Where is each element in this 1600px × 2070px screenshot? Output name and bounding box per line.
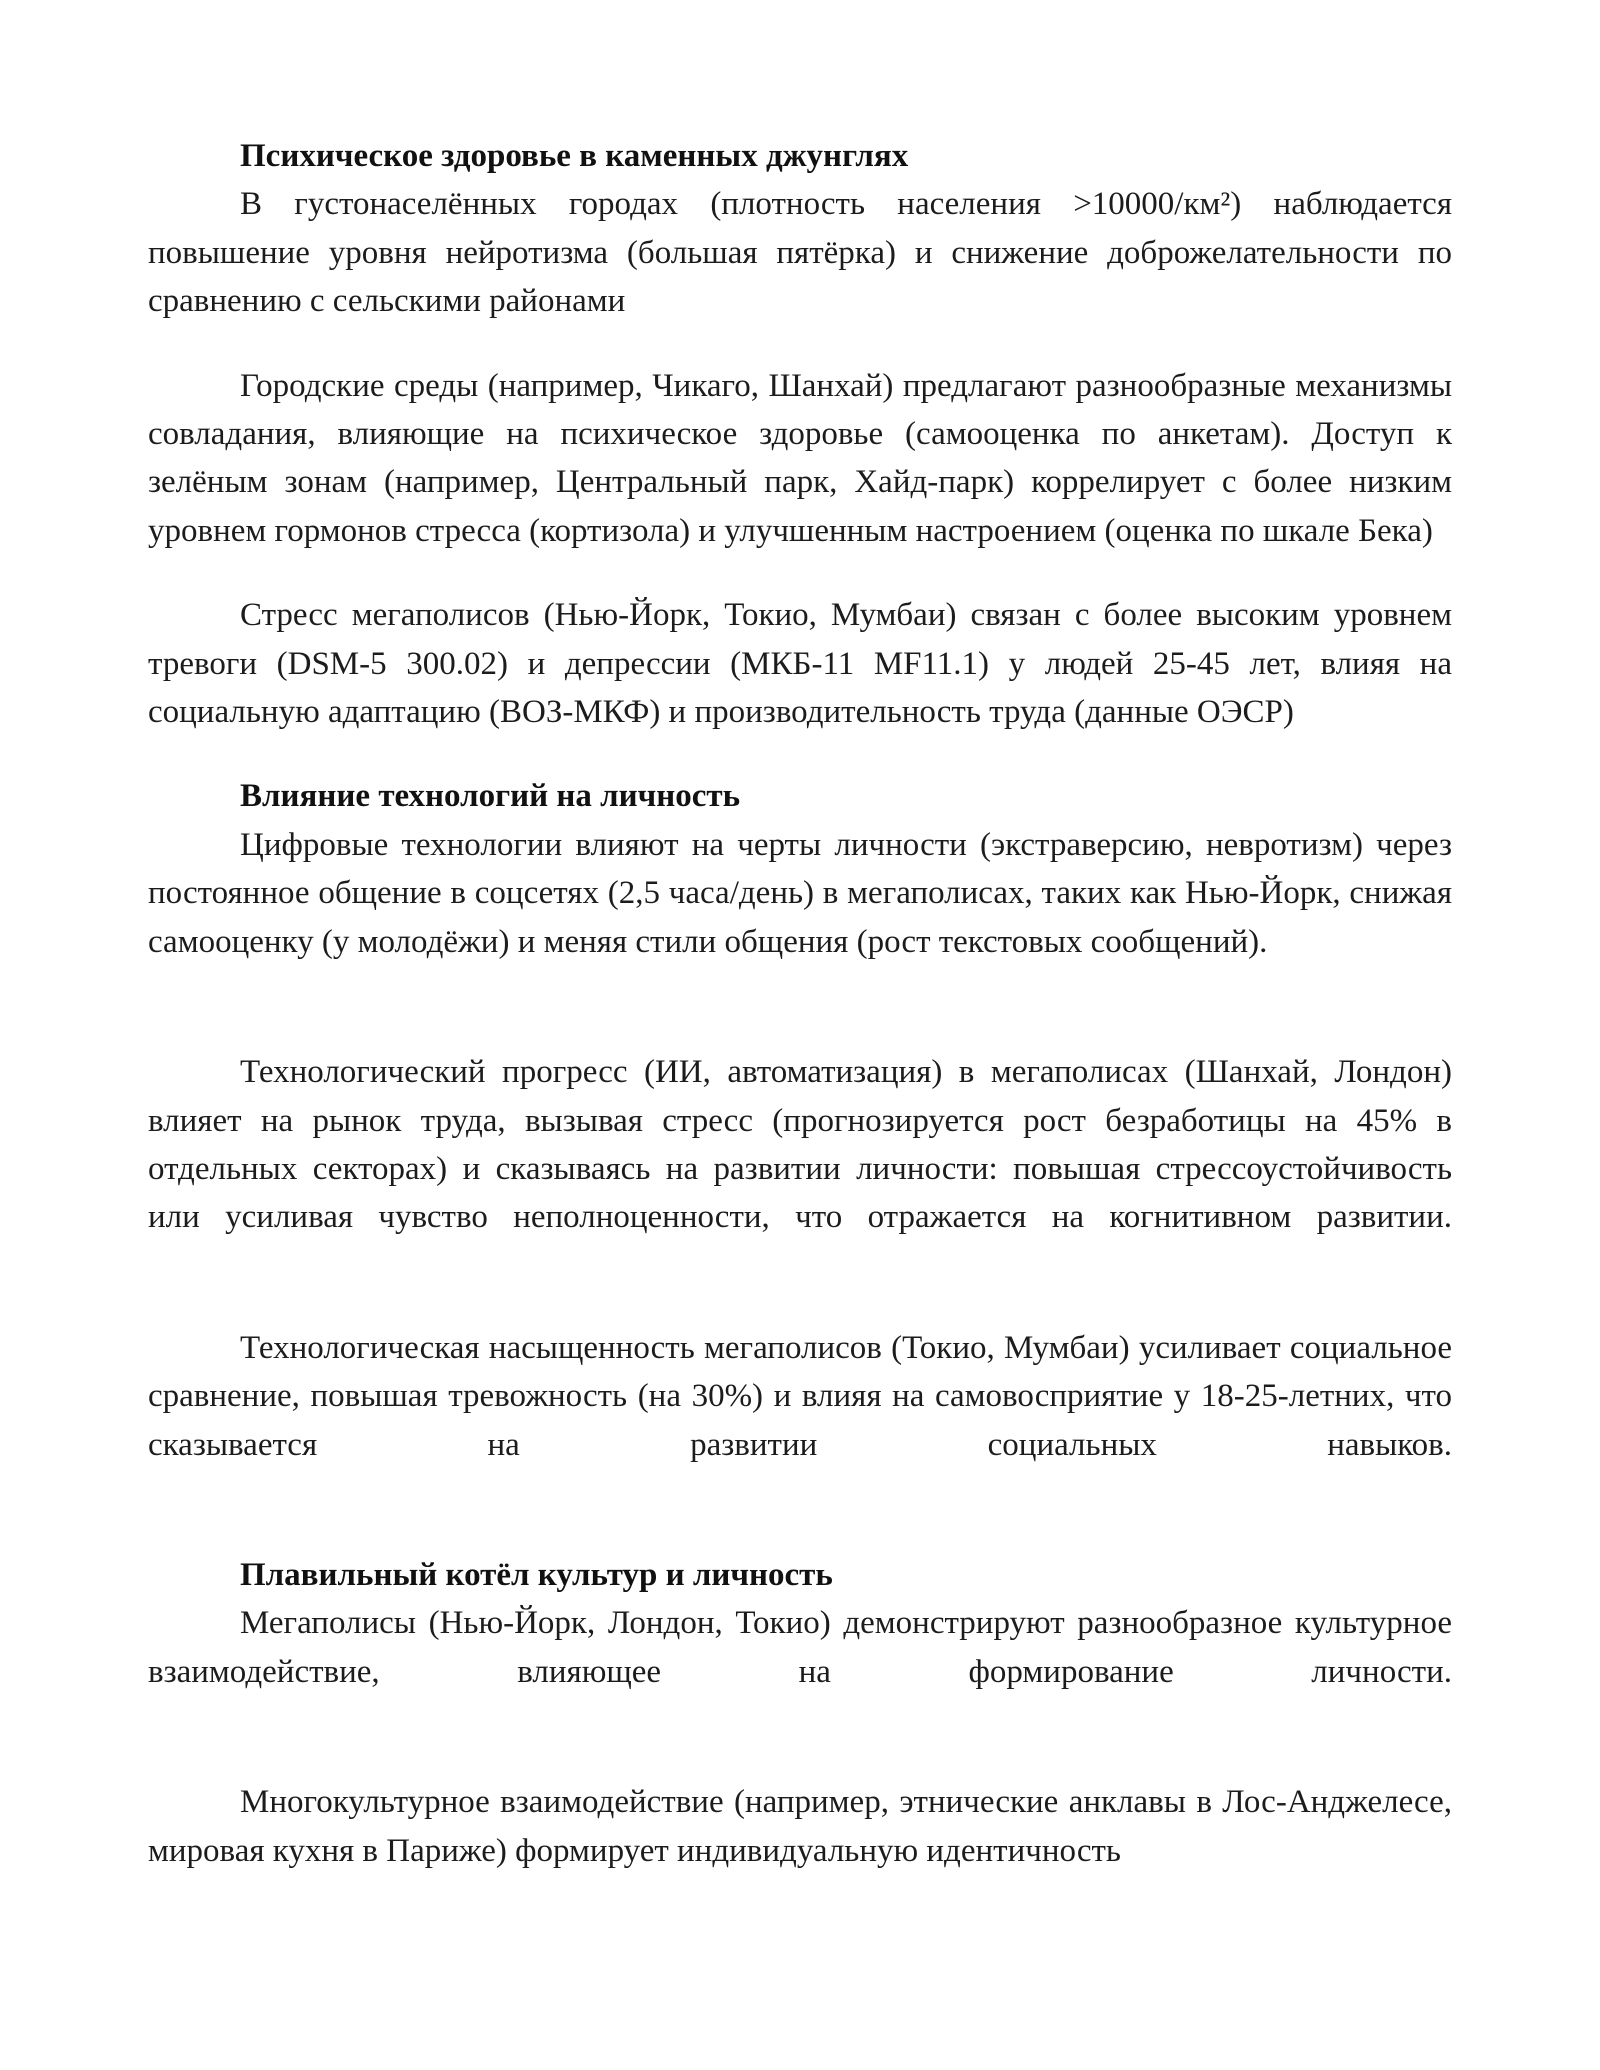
paragraph: Технологическая насыщенность мегаполисов (Токио, Мумбаи) усиливает социальное сравнение, повышая тревожность (на 30%) и влияя на самовосприятие у 18-25-летних, что сказывается на развитии социальных навыков. — [148, 1329, 1452, 1463]
paragraph-gap — [148, 736, 1452, 772]
paragraph-gap — [148, 1242, 1452, 1324]
paragraph-gap — [148, 326, 1452, 362]
paragraph-gap — [148, 966, 1452, 1048]
paragraph-gap — [148, 555, 1452, 591]
section-heading-technology: Влияние технологий на личность — [240, 778, 741, 815]
paragraph-gap — [148, 1696, 1452, 1778]
paragraph: Городские среды (например, Чикаго, Шанхай) предлагают разнообразные механизмы совладания, влияющие на психическое здоровье (самооценка по анкетам). Доступ к зелёным зонам (например, Центральный парк, Хайд-парк) коррелирует с более низким уровнем гормонов стресса (кортизола) и улучшенным настроением (оценка по шкале Бека) — [148, 367, 1452, 549]
paragraph: Цифровые технологии влияют на черты личности (экстраверсию, невротизм) через постоянное общение в соцсетях (2,5 часа/день) в мегаполисах, таких как Нью-Йорк, снижая самооценку (у молодёжи) и меняя стили общения (рост текстовых сообщений). — [148, 826, 1452, 960]
paragraph: Многокультурное взаимодействие (например, этнические анклавы в Лос-Анджелесе, мировая кухня в Париже) формирует индивидуальную идентичность — [148, 1784, 1452, 1869]
paragraph: Стресс мегаполисов (Нью-Йорк, Токио, Мумбаи) связан с более высоким уровнем тревоги (DSM-5 300.02) и депрессии (МКБ-11 MF11.1) у людей 25-45 лет, влияя на социальную адаптацию (ВОЗ-МКФ) и производительность труда (данные ОЭСР) — [148, 597, 1452, 731]
paragraph: Мегаполисы (Нью-Йорк, Лондон, Токио) демонстрируют разнообразное культурное взаимодействие, влияющее на формирование личности. — [148, 1605, 1452, 1690]
paragraph: В густонаселённых городах (плотность населения >10000/км²) наблюдается повышение уровня нейротизма (большая пятёрка) и снижение доброжелательности по сравнению с сельскими районами — [148, 186, 1452, 320]
paragraph-gap — [148, 1469, 1452, 1551]
paragraph: Технологический прогресс (ИИ, автоматизация) в мегаполисах (Шанхай, Лондон) влияет на рынок труда, вызывая стресс (прогнозируется рост безработицы на 45% в отдельных секторах) и сказываясь на развитии личности: повышая стрессоустойчивость или усиливая чувство неполноценности, что отражается на когнитивном развитии. — [148, 1054, 1452, 1236]
document-body — [148, 132, 1452, 1875]
section-heading-culture: Плавильный котёл культур и личность — [240, 1556, 833, 1593]
section-heading-mental-health: Психическое здоровье в каменных джунглях — [240, 138, 909, 174]
